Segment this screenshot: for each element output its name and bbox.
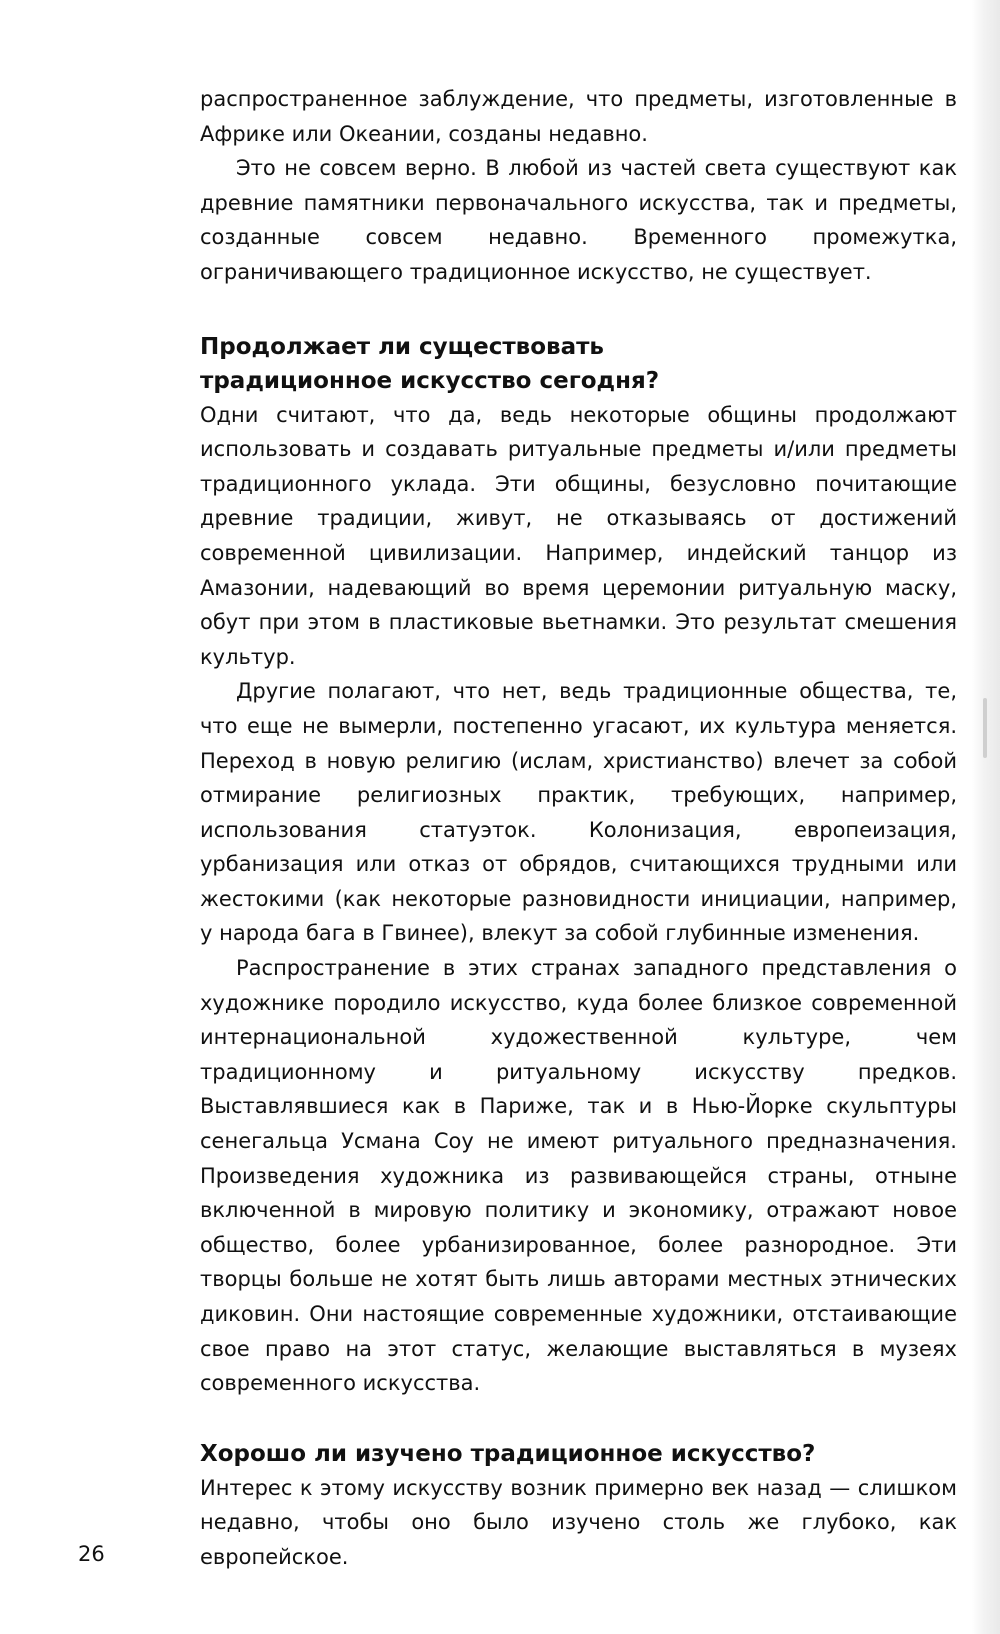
paragraph-western-artist-idea: Распространение в этих странах западного представления о художнике породило искусство, куда более близкое современной интернациональной художественной культуре, чем традиционному и ритуальному искусству предков. Выставлявшиеся как в Париже, так и в Нью-Йорке скульптуры сенегальца Усмана Соу не имеют ритуального предназначения. Произведения художника из развивающейся страны, отныне включенной в мировую политику и экономику, отражают новое общество, более урбанизированное, более разнородное. Эти творцы больше не хотят быть лишь авторами местных этнических диковин. Они настоящие современные художники, отстаивающие свое право на этот статус, желающие выставляться в музеях современного искусства. xyxy=(200,956,957,1396)
paragraph-intro: распространенное заблуждение, что предметы, изготовленные в Африке или Океании, созданы недавно. xyxy=(200,87,957,146)
heading-line-2: традиционное искусство сегодня? xyxy=(200,367,660,394)
section-heading-tradition-today xyxy=(200,330,957,398)
page-edge-mark xyxy=(983,698,987,758)
page-body xyxy=(200,82,957,1575)
page-number: 26 xyxy=(78,1542,105,1566)
paragraph-interest-century-ago: Интерес к этому искусству возник примерно век назад — слишком недавно, чтобы оно было изучено столь же глубоко, как европейское. xyxy=(200,1475,957,1569)
paragraph-some-think-yes: Одни считают, что да, ведь некоторые общины продолжают использовать и создавать ритуальные предметы и/или предметы традиционного уклада. Эти общины, безусловно почитающие древние традиции, живут, не отказываясь от достижений современной цивилизации. Например, индейский танцор из Амазонии, надевающий во время церемонии ритуальную маску, обут при этом в пластиковые вьетнамки. Это результат смешения культур. xyxy=(200,402,957,669)
paragraph-not-quite-true: Это не совсем верно. В любой из частей света существуют как древние памятники первоначального искусства, так и предметы, созданные совсем недавно. Временного промежутка, ограничивающего традиционное искусство, не существует. xyxy=(200,156,957,284)
heading-line-1: Продолжает ли существовать xyxy=(200,333,604,360)
paragraph-others-think-no: Другие полагают, что нет, ведь традиционные общества, те, что еще не вымерли, постепенно угасают, их культура меняется. Переход в новую религию (ислам, христианство) влечет за собой отмирание религиозных практик, требующих, например, использования статуэток. Колонизация, европеизация, урбанизация или отказ от обрядов, считающихся трудными или жестокими (как некоторые разновидности инициации, например, у народа бага в Гвинее), влекут за собой глубинные изменения. xyxy=(200,679,957,946)
section-heading-well-studied: Хорошо ли изучено традиционное искусство? xyxy=(200,1440,816,1467)
page-edge-shadow xyxy=(972,0,1000,1634)
